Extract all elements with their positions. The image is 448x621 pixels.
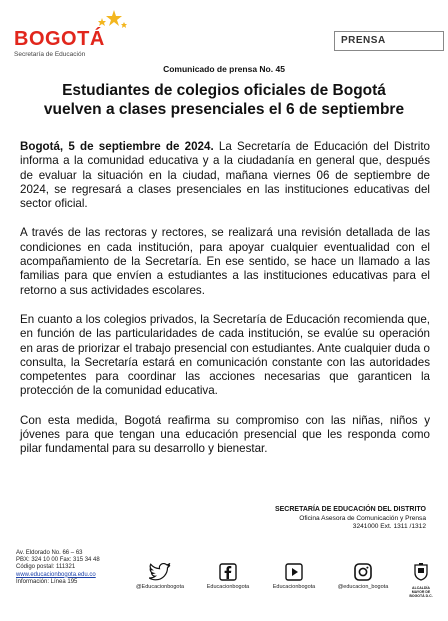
signature-office: Oficina Asesora de Comunicación y Prensa	[299, 514, 426, 522]
facebook-icon	[219, 563, 237, 581]
social-instagram[interactable]	[333, 563, 393, 590]
logo-subtitle: Secretaría de Educación	[14, 51, 86, 58]
social-youtube[interactable]	[264, 563, 324, 590]
page-title	[30, 81, 418, 119]
release-number: Comunicado de prensa No. 45	[163, 64, 285, 74]
signature-phone: 3241000 Ext. 1311 /1312	[352, 523, 426, 530]
twitter-icon	[149, 563, 171, 581]
coat-of-arms-icon	[414, 563, 428, 581]
facebook-handle: Educacionbogota	[206, 584, 250, 590]
pbx: PBX: 324 10 00 Fax: 315 34 48	[16, 557, 100, 564]
bogota-logo	[14, 8, 134, 68]
youtube-icon	[285, 563, 303, 581]
dateline: Bogotá, 5 de septiembre de 2024.	[20, 140, 214, 153]
twitter-handle: @Educacionbogota	[135, 584, 185, 590]
section-label: PRENSA	[334, 31, 444, 51]
paragraph-1	[20, 140, 430, 211]
address: Av. Eldorado No. 66 – 63	[16, 550, 83, 556]
paragraph-1-text: La Secretaría de Educación del Distrito informa a la comunidad educativa y a la ciudadanía en general que, después de evaluar la situación en la ciudad, mañana viernes 06 de septiembre de 2024, se regresará a clases presenciales en las instituciones educativas del sector oficial.	[20, 140, 430, 211]
instagram-handle: @educacion_bogota	[337, 584, 389, 590]
postal-code: Código postal: 111321	[16, 564, 76, 571]
signature-title: SECRETARÍA DE EDUCACIÓN DEL DISTRITO	[274, 506, 426, 513]
alcaldia-crest	[408, 563, 434, 598]
signature-block	[275, 506, 426, 532]
website-link[interactable]: www.educacionbogota.edu.co	[16, 571, 96, 578]
social-facebook[interactable]	[198, 563, 258, 590]
press-release-body	[20, 140, 430, 472]
instagram-icon	[354, 563, 372, 581]
title-line-2: vuelven a clases presenciales el 6 de septiembre	[43, 101, 405, 118]
title-line-1: Estudiantes de colegios oficiales de Bogotá	[62, 82, 386, 99]
paragraph-4: Con esta medida, Bogotá reafirma su compromiso con las niñas, niños y jóvenes para que tengan una educación presencial que les responda como pilar fundamental para su desarrollo y bienestar.	[20, 413, 430, 456]
contact-info	[16, 550, 100, 586]
social-twitter[interactable]	[130, 563, 190, 590]
paragraph-2: A través de las rectoras y rectores, se realizará una revisión detallada de las condiciones en cada institución, para apoyar cualquier eventualidad con el acompañamiento de la Secretaría. En ese sentido, se hace un llamado a las familias para que envíen a estudiantes a las instituciones educativas para el retorno a sus actividades escolares.	[20, 226, 430, 297]
paragraph-3: En cuanto a los colegios privados, la Secretaría de Educación recomienda que, en función de las particularidades de cada institución, se evalúe su operación en aras de priorizar el trabajo presencial con estudiantes. Ante cualquier duda o consulta, la Secretaría estará en comunicación constante con las autoridades competentes para coordinar las acciones necesarias que garanticen la protección de la comunidad educativa.	[20, 312, 430, 398]
youtube-handle: Educacionbogota	[272, 584, 316, 590]
logo-wordmark: BOGOTÁ	[14, 28, 105, 50]
info-line: Información: Línea 195	[16, 578, 78, 585]
crest-text: ALCALDÍA MAYOR DE BOGOTÁ D.C.	[409, 586, 433, 598]
